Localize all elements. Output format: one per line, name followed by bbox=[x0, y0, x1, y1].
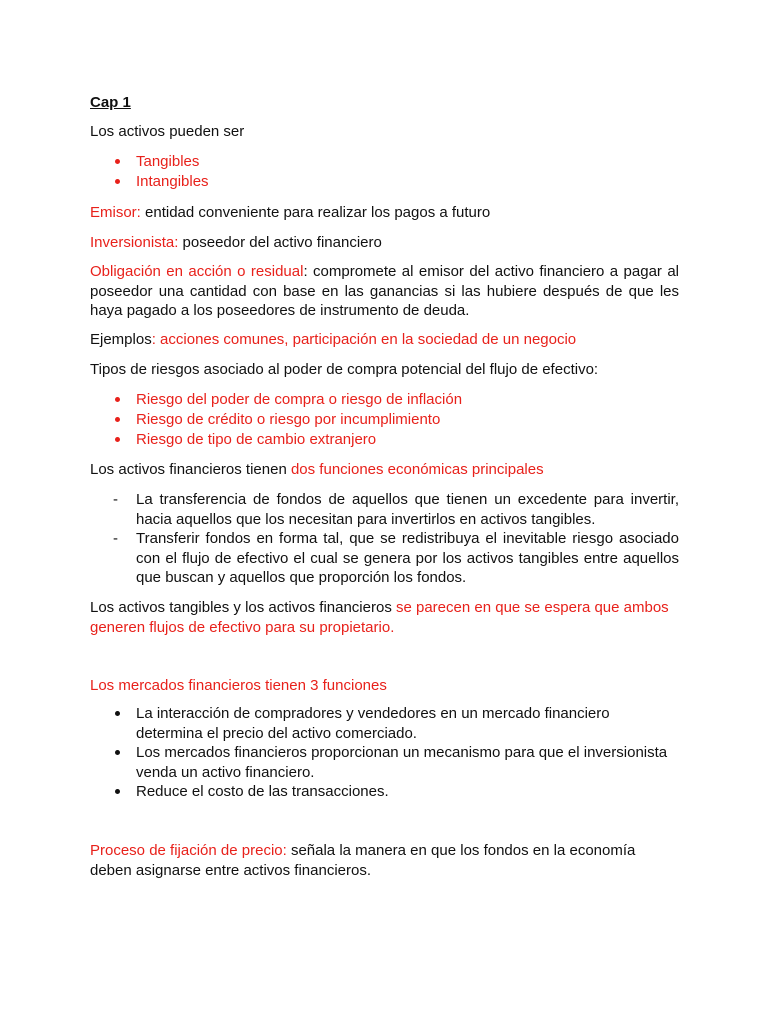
fijacion-definition bbox=[90, 841, 679, 880]
ejemplos-colon: : bbox=[151, 331, 161, 348]
tipos-riesgos-intro: Tipos de riesgos asociado al poder de compra potencial del flujo de efectivo: bbox=[90, 361, 599, 378]
list-item: Transferir fondos en forma tal, que se redistribuya el inevitable riesgo asociado con el flujo de efectivo el cual se genera por los activos tangibles entre aquellos que buscan y aquellos que proporción los fondos. bbox=[136, 530, 679, 586]
list-item: Riesgo del poder de compra o riesgo de inflación bbox=[136, 391, 463, 408]
tangibles-financieros-paragraph bbox=[90, 598, 679, 637]
inversionista-term: Inversionista: bbox=[90, 234, 179, 251]
list-item: Los mercados financieros proporcionan un mecanismo para que el inversionista venda un activo financiero. bbox=[136, 744, 668, 781]
chapter-heading: Cap 1 bbox=[90, 94, 131, 111]
activos-intro: Los activos pueden ser bbox=[90, 123, 245, 140]
list-item: Intangibles bbox=[136, 173, 209, 190]
obligacion-def: : compromete al emisor del activo financiero a pagar al poseedor una cantidad con base en las ganancias si las hubiere después de que les haya pagado a los poseedores de instrumento de deuda. bbox=[90, 263, 680, 319]
tangibles-highlight: se parecen en que se espera que ambos generen flujos de efectivo para su propietario. bbox=[90, 599, 669, 636]
tangibles-prefix: Los activos tangibles y los activos financieros bbox=[90, 599, 396, 616]
list-item: Reduce el costo de las transacciones. bbox=[136, 783, 389, 800]
list-item: Riesgo de crédito o riesgo por incumplimiento bbox=[136, 411, 441, 428]
fijacion-term: Proceso de fijación de precio: bbox=[90, 842, 287, 859]
funciones-highlight: dos funciones económicas principales bbox=[290, 461, 544, 478]
list-item: Riesgo de tipo de cambio extranjero bbox=[136, 431, 377, 448]
dash-icon: - bbox=[113, 491, 118, 508]
funciones-prefix: Los activos financieros tienen bbox=[90, 461, 291, 478]
mercados-heading: Los mercados financieros tienen 3 funciones bbox=[90, 677, 387, 694]
list-item: Tangibles bbox=[136, 153, 200, 170]
bullet-dot-icon bbox=[115, 789, 120, 794]
emisor-term: Emisor: bbox=[90, 204, 141, 221]
emisor-def: entidad conveniente para realizar los pagos a futuro bbox=[140, 204, 491, 221]
bullet-dot-icon bbox=[115, 179, 120, 184]
bullet-dot-icon bbox=[115, 750, 120, 755]
fijacion-def: señala la manera en que los fondos en la economía deben asignarse entre activos financieros. bbox=[90, 842, 636, 879]
ejemplos-line bbox=[90, 330, 679, 350]
list-item: La interacción de compradores y vendedores en un mercado financiero determina el precio del activo comerciado. bbox=[136, 705, 610, 742]
emisor-definition bbox=[90, 203, 679, 223]
list-item: La transferencia de fondos de aquellos que tienen un excedente para invertir, hacia aquellos que los necesitan para invertirlos en activos tangibles. bbox=[136, 491, 679, 528]
bullet-dot-icon bbox=[115, 159, 120, 164]
obligacion-definition bbox=[90, 262, 679, 321]
ejemplos-value: acciones comunes, participación en la sociedad de un negocio bbox=[160, 331, 577, 348]
bullet-dot-icon bbox=[115, 711, 120, 716]
inversionista-definition bbox=[90, 233, 679, 253]
bullet-dot-icon bbox=[115, 397, 120, 402]
bullet-dot-icon bbox=[115, 437, 120, 442]
dash-icon: - bbox=[113, 530, 118, 547]
bullet-dot-icon bbox=[115, 417, 120, 422]
ejemplos-term: Ejemplos bbox=[90, 331, 152, 348]
funciones-intro bbox=[90, 460, 679, 480]
inversionista-def: poseedor del activo financiero bbox=[178, 234, 382, 251]
obligacion-term: Obligación en acción o residual bbox=[90, 263, 304, 280]
